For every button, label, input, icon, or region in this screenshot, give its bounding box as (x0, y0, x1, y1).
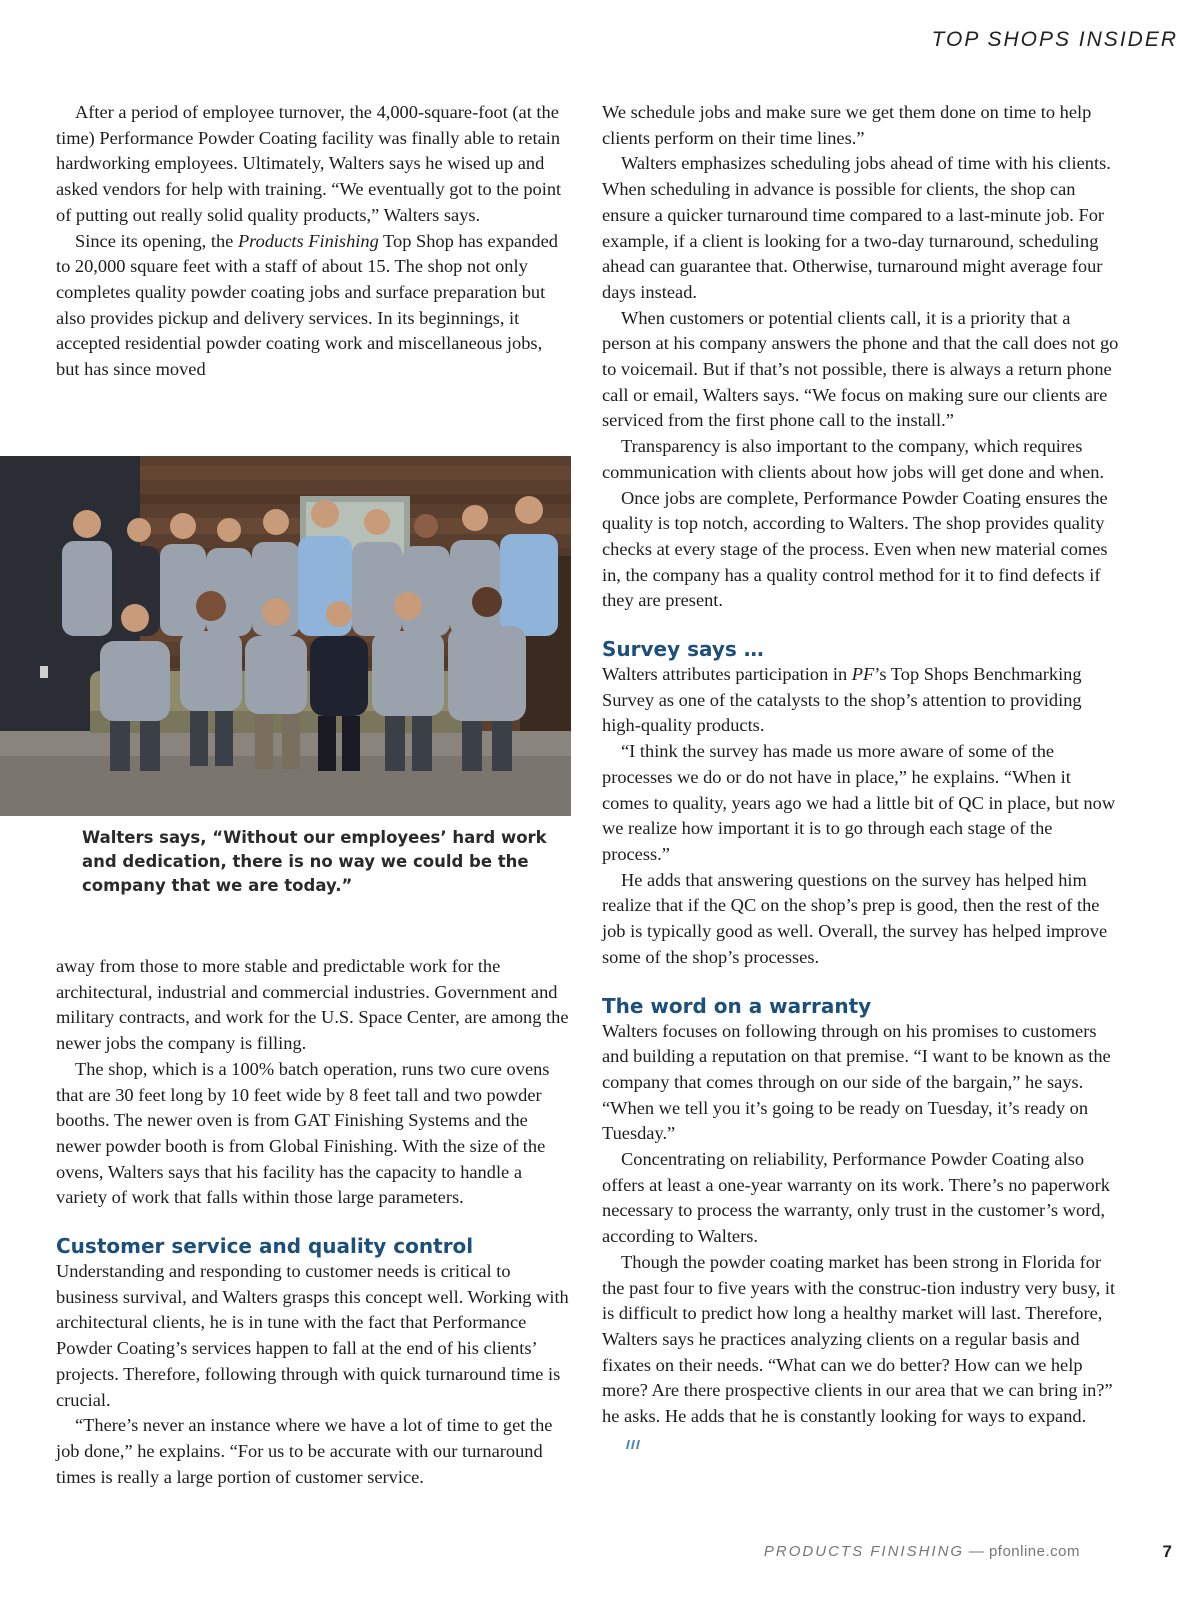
section-heading: The word on a warranty (602, 993, 872, 1018)
footer-separator: — (964, 1543, 989, 1560)
footer (764, 1543, 1080, 1560)
paragraph: Walters emphasizes scheduling jobs ahead of time with his clients. When scheduling in advance is possible for clients, the shop can ensure a quicker turnaround time compared to a last-minute job. For example, if a client is looking for a two-day turnaround, scheduling ahead can guarantee that. Otherwise, turnaround might average four days instead. (602, 153, 1111, 302)
paragraph: Though the powder coating market has been strong in Florida for the past four to five years with the construc-tion industry very busy, it is difficult to predict how long a healthy market will last. Therefore, Walters says he practices analyzing clients on a regular basis and fixates on their needs. “What can we do better? How can we help more? Are there prospective clients in our area that we can bring in?” he asks. He adds that he is constantly looking for ways to expand. (602, 1250, 1122, 1457)
paragraph: Walters focuses on following through on his promises to customers and building a reputation on that premise. “I want to be known as the company that comes through on our side of the bargain,” he says. “When we tell you it’s going to be ready on Tuesday, it’s ready on Tuesday.” (602, 1020, 1111, 1144)
section-heading: Survey says … (602, 637, 764, 662)
section-heading: Customer service and quality control (56, 1234, 474, 1259)
page-number: 7 (1162, 1542, 1172, 1561)
team-photo (0, 456, 571, 816)
paragraph: Transparency is also important to the company, which requires communication with clients about how jobs will get done and when. (602, 436, 1105, 482)
paragraph: “I think the survey has made us more aware of some of the processes we do or do not have in place,” he explains. “When it comes to quality, years ago we had a little bit of QC in place, but now we realize how important it is to go through each stage of the process.” (602, 741, 1116, 864)
section-header: TOP SHOPS INSIDER (931, 28, 1178, 51)
paragraph: Concentrating on reliability, Performance Powder Coating also offers at least a one-year warranty on its work. There’s no paperwork necessary to process the warranty, only trust in the customer’s word, according to Walters. (602, 1149, 1110, 1247)
paragraph: away from those to more stable and predictable work for the architectural, industrial and commercial industries. Government and military contracts, and work for the U.S. Space Center, are among the newer jobs the company is filling. (56, 956, 569, 1054)
publication-name: PRODUCTS FINISHING (763, 1543, 965, 1560)
paragraph: He adds that answering questions on the survey has helped him realize that if the QC on the shop’s prep is good, then the rest of the job is typically good as well. Overall, the survey has helped improve some of the shop’s processes. (602, 869, 1108, 967)
right-column (602, 100, 1122, 1456)
paragraph: Understanding and responding to customer needs is critical to business survival, and Walters grasps this concept well. Working with architectural clients, he is in tune with the fact that Performance Powder Coating’s services happen to fall at the end of his clients’ projects. Therefore, following through with quick turnaround time is crucial. (56, 1261, 569, 1410)
paragraph: After a period of employee turnover, the 4,000-square-foot (at the time) Performance Powder Coating facility was finally able to retain hardworking employees. Ultimately, Walters says he wised up and asked vendors for help with training. “We eventually got to the point of putting out really solid quality products,” Walters says. (56, 102, 562, 225)
paragraph: We schedule jobs and make sure we get them done on time to help clients perform on their time lines.” (602, 102, 1092, 148)
paragraph: The shop, which is a 100% batch operation, runs two cure ovens that are 30 feet long by 10 feet wide by 8 feet tall and two powder booths. The newer oven is from GAT Finishing Systems and the newer powder booth is from Global Finishing. With the size of the ovens, Walters says that his facility has the capacity to handle a variety of work that falls within those large parameters. (56, 1058, 550, 1208)
paragraph: Walters attributes participation in PF’s Top Shops Benchmarking Survey as one of the catalysts to the shop’s attention to providing high-quality products. (602, 664, 1082, 736)
paragraph: When customers or potential clients call, it is a priority that a person at his company answers the phone and that the call does not go to voicemail. But if that’s not possible, there is always a return phone call or email, Walters says. “We focus on making sure our clients are serviced from the first phone call to the install.” (602, 307, 1119, 431)
left-column-top (56, 100, 566, 383)
paragraph: Once jobs are complete, Performance Powder Coating ensures the quality is top notch, according to Walters. The shop provides quality checks at every stage of the process. Even when new material comes in, the company has a quality control method for it to find defects if they are present. (602, 487, 1108, 611)
paragraph: “There’s never an instance where we have a lot of time to get the job done,” he explains. “For us to be accurate with our turnaround times is really a large portion of customer service. (56, 1415, 553, 1487)
website-link[interactable]: pfonline.com (988, 1543, 1080, 1560)
end-mark-icon (606, 1431, 641, 1457)
photo-caption: Walters says, “Without our employees’ hard work and dedication, there is no way we could be the company that we are today.” (82, 828, 547, 895)
paragraph: Since its opening, the Products Finishing Top Shop has expanded to 20,000 square feet with a staff of about 15. The shop not only completes quality powder coating jobs and surface preparation but also provides pickup and delivery services. In its beginnings, it accepted residential powder coating work and miscellaneous jobs, but has since moved (56, 230, 558, 380)
left-column-bottom (56, 954, 571, 1490)
